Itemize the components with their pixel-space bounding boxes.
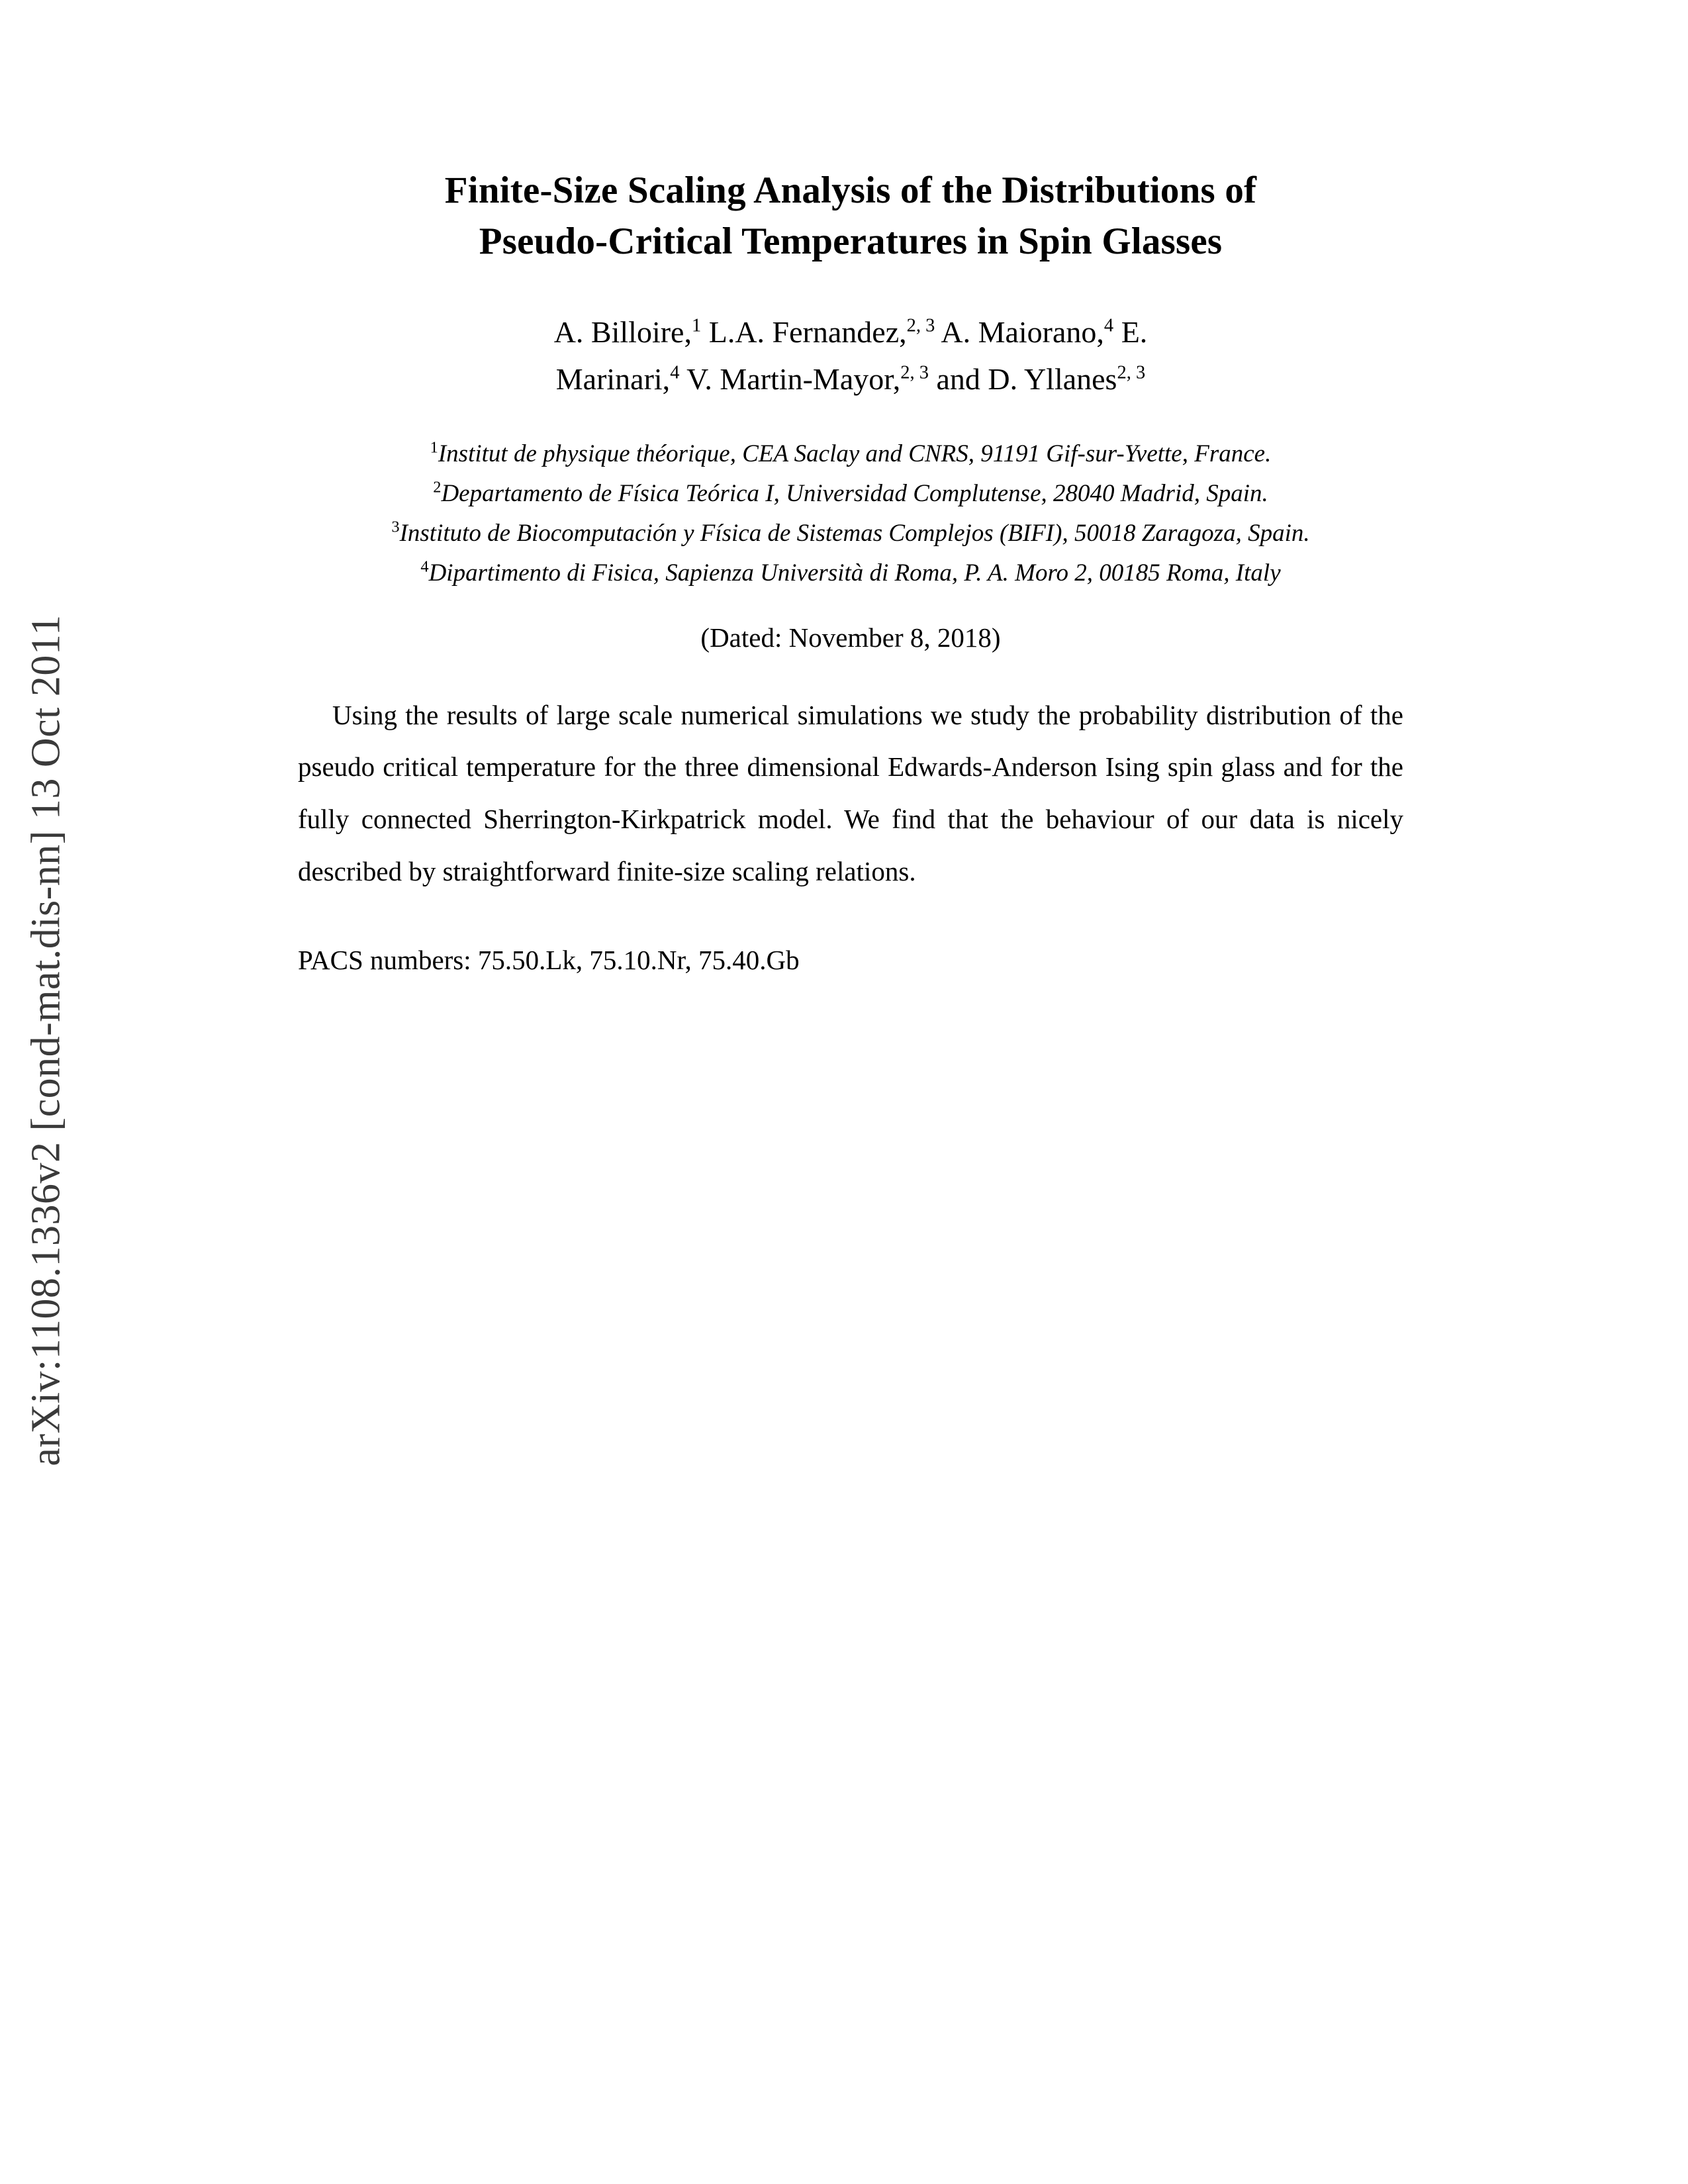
arxiv-identifier-stamp — [19, 246, 74, 1835]
author-yllanes-affil-marker: 2, 3 — [1117, 362, 1146, 383]
pacs-numbers: PACS numbers: 75.50.Lk, 75.10.Nr, 75.40.Gb — [298, 944, 800, 975]
affiliation-text: Institut de physique théorique, CEA Saclay and CNRS, 91191 Gif-sur-Yvette, France. — [438, 440, 1272, 468]
author-martin-mayor-affil-marker: 2, 3 — [900, 362, 929, 383]
author-marinari-affil-marker: 4 — [670, 362, 680, 383]
affiliation-text: Dipartimento di Fisica, Sapienza Università di Roma, P. A. Moro 2, 00185 Roma, Italy — [428, 559, 1281, 587]
arxiv-identifier-text: arXiv:1108.1336v2 [cond-mat.dis-nn] 13 Oct 2011 — [23, 614, 69, 1466]
affiliation-item — [265, 553, 1436, 593]
affiliation-marker: 4 — [420, 557, 429, 576]
affiliation-text: Departamento de Física Teórica I, Universidad Complutense, 28040 Madrid, Spain. — [441, 480, 1268, 508]
affiliation-marker: 3 — [391, 518, 400, 537]
affiliation-list — [265, 434, 1436, 659]
author-fernandez-affil-marker: 2, 3 — [906, 315, 935, 336]
author-yllanes: and D. Yllanes — [929, 362, 1117, 397]
author-billoire: A. Billoire, — [553, 314, 692, 349]
abstract — [298, 689, 1403, 898]
date-line: (Dated: November 8, 2018) — [700, 622, 1001, 653]
author-line-2 — [318, 356, 1383, 403]
title-line-2: Pseudo-Critical Temperatures in Spin Glasses — [479, 220, 1223, 262]
affiliation-item — [265, 474, 1436, 514]
paper-content — [265, 166, 1436, 982]
affiliation-text: Instituto de Biocomputación y Física de Sistemas Complejos (BIFI), 50018 Zaragoza, Spain. — [399, 520, 1310, 547]
page-title — [324, 166, 1377, 267]
author-maiorano: A. Maiorano, — [935, 314, 1104, 349]
affiliation-item — [265, 434, 1436, 474]
affiliation-item — [265, 514, 1436, 553]
author-marinari: Marinari, — [555, 362, 671, 397]
affiliation-marker: 1 — [430, 439, 438, 457]
author-billoire-affil-marker: 1 — [691, 315, 702, 336]
author-line-1 — [318, 309, 1383, 356]
author-martin-mayor: V. Martin-Mayor, — [679, 362, 901, 397]
author-marinari-first-initial: E. — [1113, 314, 1148, 349]
author-list — [318, 309, 1383, 403]
author-maiorano-affil-marker: 4 — [1103, 315, 1114, 336]
abstract-text: Using the results of large scale numerical simulations we study the probability distribution of the pseudo critical temperature for the three dimensional Edwards-Anderson Ising spin glass and for the fully connected Sherrington-Kirkpatrick model. We find that the behaviour of our data is nicely described by straightforward finite-size scaling relations. — [298, 699, 1403, 886]
author-fernandez: L.A. Fernandez, — [701, 314, 907, 349]
affiliation-marker: 2 — [433, 479, 442, 497]
title-line-1: Finite-Size Scaling Analysis of the Distributions of — [444, 169, 1257, 211]
